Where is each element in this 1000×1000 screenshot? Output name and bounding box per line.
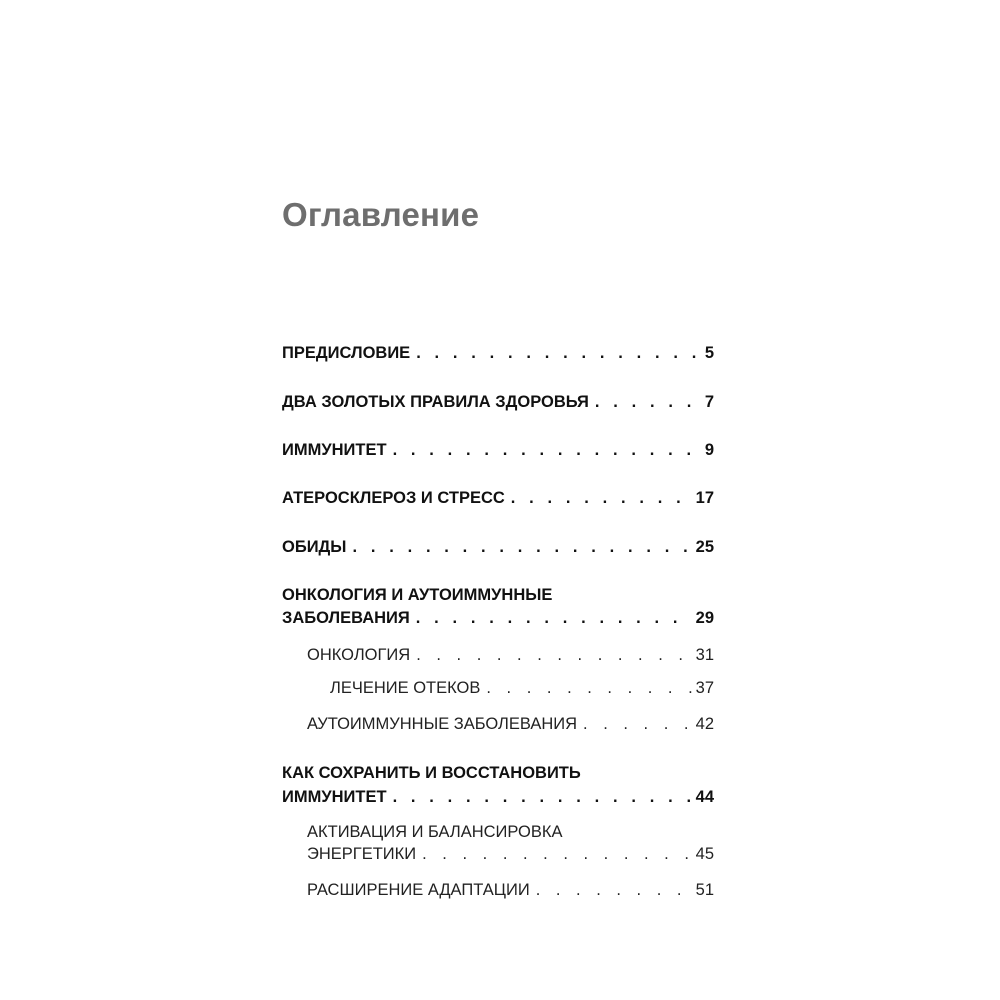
dot-leader [536, 881, 692, 900]
toc-page-number: 31 [695, 646, 714, 664]
toc-subentry-edema[interactable] [330, 679, 714, 698]
toc-entry-preface[interactable] [282, 344, 714, 363]
toc-subentry-energetics[interactable] [307, 845, 714, 864]
toc-entry-label: АУТОИММУННЫЕ ЗАБОЛЕВАНИЯ [307, 715, 578, 733]
dot-leader [393, 441, 701, 460]
toc-entry-label: ДВА ЗОЛОТЫХ ПРАВИЛА ЗДОРОВЬЯ [282, 393, 589, 411]
toc-subentry-oncology[interactable] [307, 646, 714, 665]
toc-entry-restore-immunity[interactable] [282, 788, 714, 807]
toc-entry-label: РАСШИРЕНИЕ АДАПТАЦИИ [307, 881, 530, 899]
toc-entry-label: ОНКОЛОГИЯ [307, 646, 411, 664]
toc-page-number: 45 [695, 845, 714, 863]
toc-subentry-energetics-line1[interactable]: АКТИВАЦИЯ И БАЛАНСИРОВКА [307, 823, 563, 841]
dot-leader [511, 489, 692, 508]
dot-leader [422, 845, 692, 864]
toc-entry-label: ПРЕДИСЛОВИЕ [282, 344, 411, 362]
toc-page-number: 42 [695, 715, 714, 733]
toc-page-number: 9 [704, 441, 714, 459]
toc-entry-oncology-autoimmune-line1[interactable]: ОНКОЛОГИЯ И АУТОИММУННЫЕ [282, 586, 553, 604]
toc-entry-immunity[interactable] [282, 441, 714, 460]
toc-entry-label: ЭНЕРГЕТИКИ [307, 845, 417, 863]
dot-leader [416, 609, 692, 628]
toc-entry-label: ОБИДЫ [282, 538, 347, 556]
dot-leader [352, 538, 691, 557]
toc-entry-oncology-autoimmune[interactable] [282, 609, 714, 628]
toc-page-number: 17 [695, 489, 714, 507]
toc-subentry-autoimmune[interactable] [307, 715, 714, 734]
toc-page-number: 44 [695, 788, 714, 806]
dot-leader [583, 715, 692, 734]
toc-subentry-adaptation[interactable] [307, 881, 714, 900]
toc-page-number: 7 [704, 393, 714, 411]
toc-page-number: 5 [704, 344, 714, 362]
toc-entry-golden-rules[interactable] [282, 393, 714, 412]
dot-leader [416, 344, 701, 363]
toc-entry-label: ИММУНИТЕТ [282, 441, 387, 459]
toc-entry-restore-immunity-line1[interactable]: КАК СОХРАНИТЬ И ВОССТАНОВИТЬ [282, 764, 581, 782]
toc-page-number: 25 [695, 538, 714, 556]
dot-leader [393, 788, 692, 807]
toc-entry-offenses[interactable] [282, 538, 714, 557]
toc-page-number: 37 [695, 679, 714, 697]
toc-entry-label: ЗАБОЛЕВАНИЯ [282, 609, 410, 627]
toc-entry-label: АТЕРОСКЛЕРОЗ И СТРЕСС [282, 489, 505, 507]
toc-entry-label: ИММУНИТЕТ [282, 788, 387, 806]
toc-page-number: 51 [695, 881, 714, 899]
dot-leader [595, 393, 701, 412]
dot-leader [416, 646, 691, 665]
page-title: Оглавление [282, 196, 480, 233]
toc-entry-label: ЛЕЧЕНИЕ ОТЕКОВ [330, 679, 481, 697]
toc-entry-atherosclerosis[interactable] [282, 489, 714, 508]
toc-page-number: 29 [695, 609, 714, 627]
dot-leader [486, 679, 691, 698]
